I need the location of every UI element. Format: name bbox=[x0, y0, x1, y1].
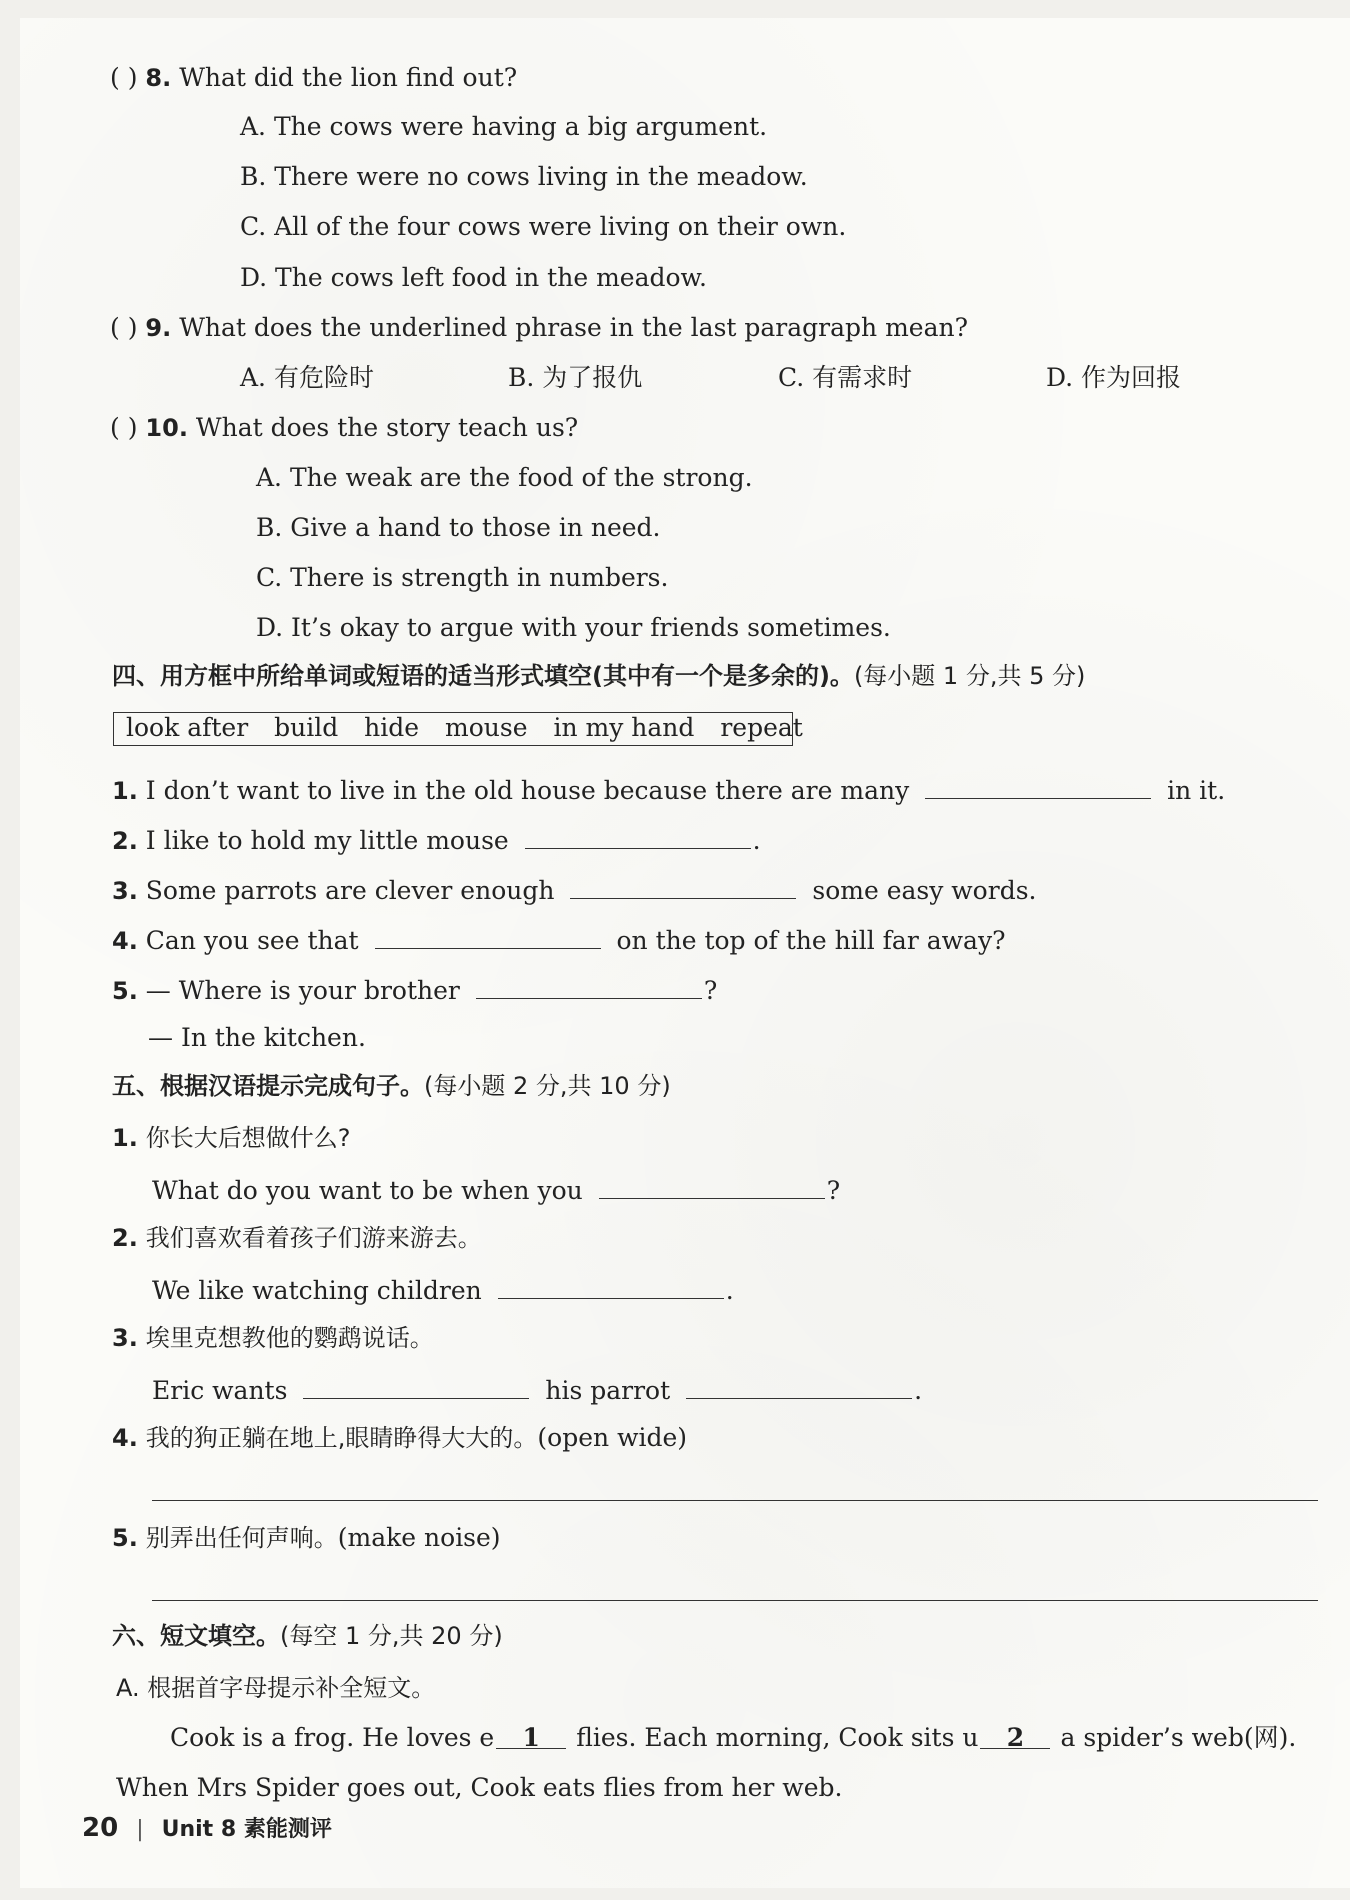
option-c: C. 有需求时 bbox=[778, 363, 913, 392]
translate-answer-3: Eric wants his parrot . bbox=[152, 1372, 922, 1407]
option-d: D. The cows left food in the meadow. bbox=[240, 263, 707, 292]
fill-question-2: 2. I like to hold my little mouse . bbox=[112, 822, 761, 857]
answer-paren[interactable]: ( ) bbox=[110, 413, 138, 442]
option-a: A. The weak are the food of the strong. bbox=[256, 463, 753, 492]
question-text: What does the story teach us? bbox=[195, 413, 579, 442]
translate-question-5: 5. 别弄出任何声响。(make noise) bbox=[112, 1523, 501, 1552]
dialog-answer: — In the kitchen. bbox=[148, 1023, 366, 1052]
answer-blank[interactable] bbox=[599, 1172, 825, 1199]
option-c: C. There is strength in numbers. bbox=[256, 563, 669, 592]
answer-blank[interactable] bbox=[476, 972, 702, 999]
section-note: (每小题 1 分,共 5 分) bbox=[853, 662, 1086, 690]
passage-blank-2[interactable]: 2 bbox=[980, 1722, 1050, 1749]
option-a: A. 有危险时 bbox=[240, 363, 374, 392]
translate-answer-2: We like watching children . bbox=[152, 1272, 734, 1307]
question-number: 8. bbox=[145, 64, 172, 92]
answer-line[interactable] bbox=[152, 1500, 1318, 1501]
answer-blank[interactable] bbox=[303, 1372, 529, 1399]
passage-line-1: Cook is a frog. He loves e 1 flies. Each morning, Cook sits u 2 a spider’s web(网). bbox=[170, 1723, 1297, 1752]
footer-divider: | bbox=[136, 1817, 144, 1842]
unit-label: Unit 8 素能测评 bbox=[161, 1817, 332, 1842]
translate-question-2: 2. 我们喜欢看着孩子们游来游去。 bbox=[112, 1224, 482, 1252]
translate-answer-1: What do you want to be when you ? bbox=[152, 1172, 840, 1207]
answer-blank[interactable] bbox=[686, 1372, 912, 1399]
translate-question-4: 4. 我的狗正躺在地上,眼睛睁得大大的。(open wide) bbox=[112, 1423, 688, 1452]
passage-line-2: When Mrs Spider goes out, Cook eats flies from her web. bbox=[116, 1773, 843, 1802]
question-number: 9. bbox=[145, 314, 172, 342]
answer-blank[interactable] bbox=[375, 922, 601, 949]
question-number: 10. bbox=[145, 414, 188, 442]
word-look-after: look after bbox=[126, 713, 249, 742]
word-box bbox=[113, 712, 803, 746]
word-mouse: mouse bbox=[445, 713, 528, 742]
fill-question-1: 1. I don’t want to live in the old house because there are many in it. bbox=[112, 772, 1225, 807]
section-4-title: 四、用方框中所给单词或短语的适当形式填空(其中有一个是多余的)。(每小题 1 分,共 5 分) bbox=[112, 662, 1086, 690]
answer-blank[interactable] bbox=[525, 822, 751, 849]
section-5-title: 五、根据汉语提示完成句子。(每小题 2 分,共 10 分) bbox=[112, 1072, 671, 1100]
word-hide: hide bbox=[364, 713, 420, 742]
translate-question-3: 3. 埃里克想教他的鹦鹉说话。 bbox=[112, 1324, 434, 1352]
answer-blank[interactable] bbox=[570, 872, 796, 899]
page-number: 20 bbox=[82, 1813, 119, 1843]
translate-question-1: 1. 你长大后想做什么? bbox=[112, 1124, 351, 1152]
option-d: D. 作为回报 bbox=[1046, 363, 1182, 392]
answer-blank[interactable] bbox=[498, 1272, 724, 1299]
question-9 bbox=[110, 312, 968, 344]
answer-line[interactable] bbox=[152, 1600, 1318, 1601]
option-c: C. All of the four cows were living on their own. bbox=[240, 212, 847, 241]
answer-paren[interactable]: ( ) bbox=[110, 313, 138, 342]
option-d: D. It’s okay to argue with your friends sometimes. bbox=[256, 613, 891, 642]
answer-blank[interactable] bbox=[925, 772, 1151, 799]
option-a: A. The cows were having a big argument. bbox=[240, 112, 768, 141]
option-b: B. Give a hand to those in need. bbox=[256, 513, 661, 542]
hint: (make noise) bbox=[337, 1523, 501, 1552]
fill-question-5: 5. — Where is your brother ? bbox=[112, 972, 717, 1007]
question-text: What did the lion find out? bbox=[179, 63, 518, 92]
question-text: What does the underlined phrase in the last paragraph mean? bbox=[179, 313, 968, 342]
section-note: (每空 1 分,共 20 分) bbox=[280, 1622, 503, 1650]
hint: (open wide) bbox=[537, 1423, 688, 1452]
word-in-my-hand: in my hand bbox=[553, 713, 695, 742]
section-note: (每小题 2 分,共 10 分) bbox=[424, 1072, 671, 1100]
page-footer bbox=[82, 1812, 332, 1843]
question-8 bbox=[110, 62, 517, 94]
fill-question-4: 4. Can you see that on the top of the hill far away? bbox=[112, 922, 1005, 957]
subsection-a: A. 根据首字母提示补全短文。 bbox=[116, 1674, 436, 1702]
answer-paren[interactable]: ( ) bbox=[110, 63, 138, 92]
option-b: B. There were no cows living in the meadow. bbox=[240, 162, 808, 191]
passage-blank-1[interactable]: 1 bbox=[496, 1722, 566, 1749]
question-10 bbox=[110, 412, 578, 444]
word-repeat: repeat bbox=[720, 713, 803, 742]
fill-question-3: 3. Some parrots are clever enough some easy words. bbox=[112, 872, 1036, 907]
word-build: build bbox=[274, 713, 339, 742]
option-b: B. 为了报仇 bbox=[508, 363, 643, 392]
section-6-title: 六、短文填空。(每空 1 分,共 20 分) bbox=[112, 1622, 503, 1650]
